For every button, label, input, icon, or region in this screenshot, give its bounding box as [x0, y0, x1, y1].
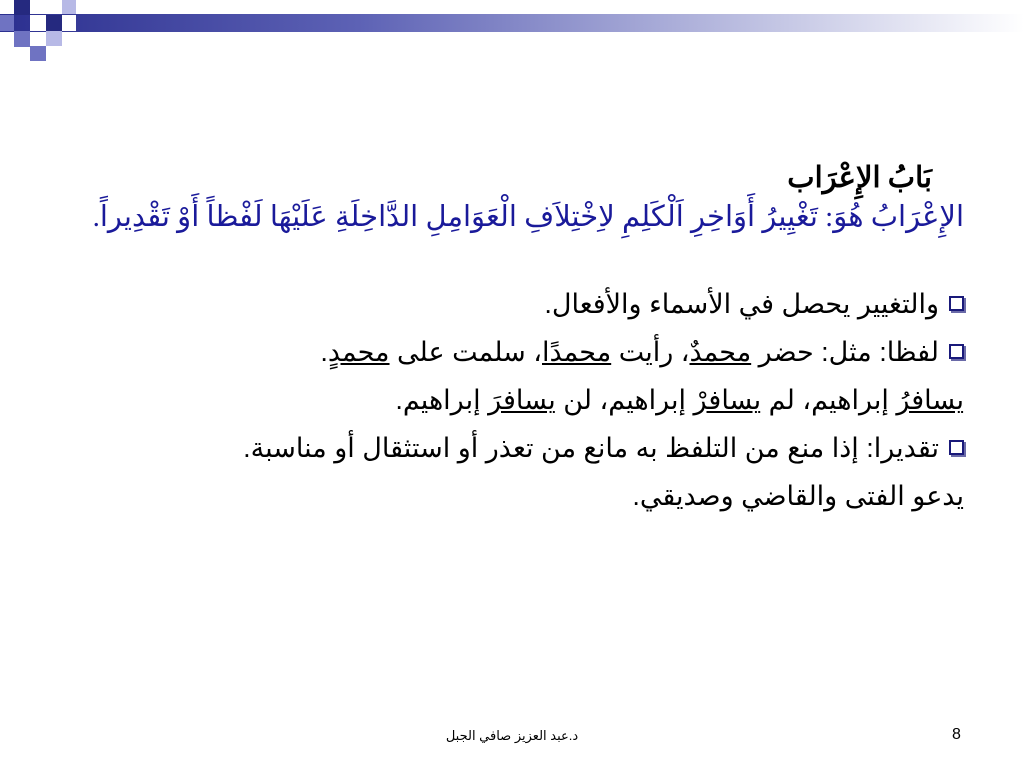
underlined-word: محمدٌ: [689, 337, 752, 367]
header-square: [46, 31, 62, 46]
header-square: [30, 46, 46, 61]
text-run: إبراهيم، لن: [555, 385, 694, 415]
page-number: 8: [952, 726, 961, 743]
slide-content: [70, 158, 964, 520]
underlined-word: يسافرَ: [488, 385, 556, 415]
content-list: [70, 280, 964, 520]
list-item: [70, 280, 964, 328]
header-square: [30, 15, 46, 31]
list-item: [70, 328, 964, 376]
square-bullet-icon: [949, 344, 964, 359]
text-run: ، سلمت على: [389, 337, 542, 367]
header-square: [14, 0, 30, 15]
spacer: [70, 236, 964, 280]
text-run: تقديرا: إذا منع من التلفظ به مانع من تعذر أو استثقال أو مناسبة.: [243, 433, 939, 463]
header-square: [46, 15, 62, 31]
header-square: [0, 15, 14, 31]
text-run: إبراهيم، لم: [761, 385, 897, 415]
text-run: ، رأيت: [611, 337, 690, 367]
square-bullet-icon: [949, 296, 964, 311]
header-square: [0, 0, 14, 14]
underlined-word: محمدًا: [542, 337, 612, 367]
header-gradient-band: [0, 14, 1024, 32]
text-run: والتغيير يحصل في الأسماء والأفعال.: [544, 289, 939, 319]
square-bullet-icon: [949, 440, 964, 455]
text-run: يدعو الفتى والقاضي وصديقي.: [632, 481, 964, 511]
header-square: [14, 31, 30, 47]
text-run: .: [320, 337, 328, 367]
list-item: [70, 376, 964, 424]
text-run: لفظا: مثل: حضر: [751, 337, 939, 367]
header-square: [62, 15, 76, 31]
definition-text: الإِعْرَابُ هُوَ: تَغْيِيرُ أَوَاخِرِ اَلْكَلِمِ لاِخْتِلاَفِ الْعَوَامِلِ الدَّاخِلَةِ عَلَيْهَا لَفْظاً أَوْ تَقْدِيراً.: [92, 201, 964, 233]
text-run: إبراهيم.: [395, 385, 489, 415]
footer-author: د.عبد العزيز صافي الجبل: [445, 728, 579, 743]
header-square: [62, 0, 76, 14]
slide-title: بَابُ الإِعْرَاب: [787, 162, 932, 194]
underlined-word: يسافرُ: [896, 385, 964, 415]
underlined-word: يسافرْ: [693, 385, 762, 415]
list-item: [70, 472, 964, 520]
underlined-word: محمدٍ: [327, 337, 390, 367]
list-item: [70, 424, 964, 472]
